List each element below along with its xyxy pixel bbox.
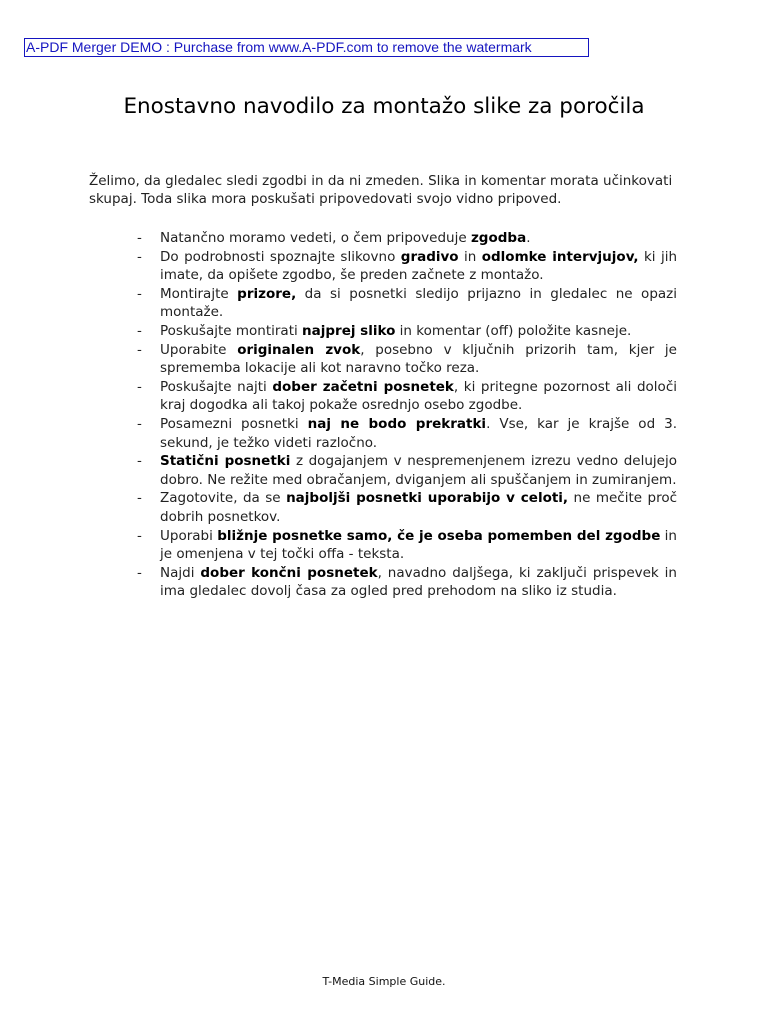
- list-item-text: Montirajte prizore, da si posnetki sledijo prijazno in gledalec ne opazi montaže.: [160, 285, 677, 321]
- list-item: [137, 452, 677, 489]
- list-item: [137, 527, 677, 564]
- list-item-text: Poskušajte montirati najprej sliko in komentar (off) položite kasneje.: [160, 322, 632, 339]
- list-item-text: Posamezni posnetki naj ne bodo prekratki. Vse, kar je krajše od 3. sekund, je težko videti razločno.: [160, 415, 677, 451]
- intro-paragraph: Želimo, da gledalec sledi zgodbi in da ni zmeden. Slika in komentar morata učinkovati skupaj. Toda slika mora poskušati pripovedovati svojo vidno pripoved.: [89, 173, 673, 207]
- list-item: [137, 341, 677, 378]
- bullet-dash: -: [137, 230, 142, 246]
- list-item-text: Poskušajte najti dober začetni posnetek, ki pritegne pozornost ali določi kraj dogodka ali takoj pokaže osrednjo osebo zgodbe.: [160, 378, 677, 414]
- list-item-text: Statični posnetki z dogajanjem v nespremenjenem izrezu vedno delujejo dobro. Ne režite med obračanjem, dviganjem ali spuščanjem in zumiranjem.: [160, 453, 677, 488]
- list-item: [137, 415, 677, 452]
- list-item: [137, 248, 677, 285]
- watermark-banner: A-PDF Merger DEMO : Purchase from www.A-PDF.com to remove the watermark: [24, 38, 589, 57]
- list-item-text: Do podrobnosti spoznajte slikovno gradivo in odlomke intervjujov, ki jih imate, da opišete zgodbo, še preden začnete z montažo.: [160, 248, 678, 284]
- bullet-dash: -: [137, 248, 142, 265]
- bullet-dash: -: [137, 322, 142, 339]
- list-item: [137, 489, 677, 526]
- bullet-dash: -: [137, 564, 142, 581]
- bullet-dash: -: [137, 341, 142, 358]
- bullet-dash: -: [137, 378, 142, 395]
- list-item: [137, 229, 677, 248]
- bullet-dash: -: [137, 453, 142, 470]
- bullet-dash: -: [137, 285, 142, 302]
- list-item-text: Natančno moramo vedeti, o čem pripoveduje zgodba.: [160, 230, 531, 246]
- list-item-text: Zagotovite, da se najboljši posnetki uporabijo v celoti, ne mečite proč dobrih posnetkov.: [160, 490, 678, 525]
- page-title: Enostavno navodilo za montažo slike za poročila: [123, 94, 645, 119]
- list-item: [137, 285, 677, 322]
- bullet-dash: -: [137, 415, 142, 432]
- list-item-text: Uporabi bližnje posnetke samo, če je oseba pomemben del zgodbe in je omenjena v tej točki offa - teksta.: [160, 527, 677, 563]
- list-item-text: Najdi dober končni posnetek, navadno daljšega, ki zaključi prispevek in ima gledalec dovolj časa za ogled pred prehodom na sliko iz studia.: [160, 564, 677, 600]
- bullet-dash: -: [137, 490, 142, 507]
- list-item-text: Uporabite originalen zvok, posebno v ključnih prizorih tam, kjer je sprememba lokacije ali kot naravno točko reza.: [160, 341, 677, 377]
- list-item: [137, 378, 677, 415]
- bullet-dash: -: [137, 527, 142, 544]
- guideline-list: [137, 229, 677, 601]
- list-item: [137, 564, 677, 601]
- page-footer: T-Media Simple Guide.: [322, 975, 446, 988]
- list-item: [137, 322, 677, 341]
